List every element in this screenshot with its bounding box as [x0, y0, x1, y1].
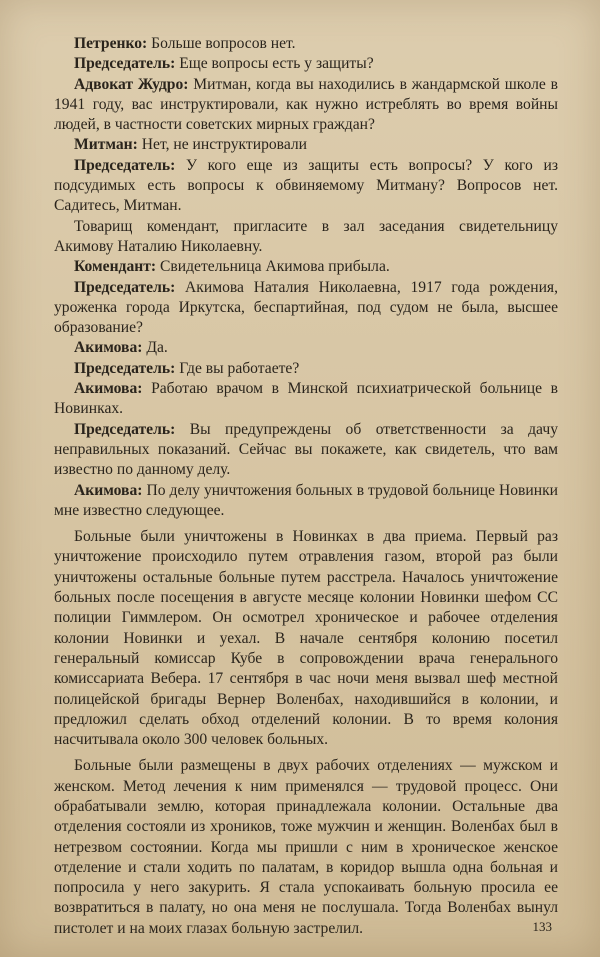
dialogue-line	[54, 54, 558, 74]
speaker-name: Петренко:	[74, 35, 148, 52]
dialogue-line	[54, 135, 558, 155]
line-text: Работаю врачом в Минской психиатрической больнице в Новинках.	[54, 380, 558, 418]
line-text: Акимова Наталия Николаевна, 1917 года рождения, уроженка города Иркутска, беспартийная, под судом не была, высшее образование?	[54, 278, 558, 337]
line-text: Свидетельница Акимова прибыла.	[156, 258, 390, 276]
dialogue-line	[54, 338, 558, 358]
dialogue-line	[54, 75, 558, 136]
speaker-name: Председатель:	[74, 156, 176, 174]
dialogue-line	[54, 278, 558, 339]
dialogue-line	[54, 359, 558, 379]
line-text: Митман, когда вы находились в жандармской школе в 1941 году, вас инструктировали, как нужно истреблять во время войны людей, в частности советских мирных граждан?	[54, 75, 558, 134]
dialogue-line	[54, 481, 558, 522]
line-text: У кого еще из защиты есть вопросы? У кого из подсудимых есть вопросы к обвиняемому Митману? Вопросов нет. Садитесь, Митман.	[54, 156, 558, 215]
testimony-paragraph: Больные были размещены в двух рабочих отделениях — мужском и женском. Метод лечения к ним применялся — трудовой процесс. Они обрабатывали землю, которая принадлежала колонии. Остальные два отделения состояли из хроников, тоже мужчин и женщин. Воленбах был в нетрезвом состоянии. Когда мы пришли с ним в хроническое женское отделение и стали ходить по палатам, в коридор вышла одна больная и попросила у него закурить. Я стала успокаивать больную просила ее возвратиться в палату, но она меня не послушала. Тогда Воленбах вынул пистолет и на моих глазах больную застрелил.	[54, 757, 558, 937]
page-number: 133	[532, 919, 552, 934]
dialogue-line	[54, 217, 558, 258]
line-text: Да.	[142, 339, 168, 357]
speaker-name: Митман:	[74, 136, 138, 154]
speaker-name: Акимова:	[74, 380, 143, 398]
speaker-name: Председатель:	[74, 55, 176, 73]
line-text: Где вы работаете?	[175, 359, 300, 377]
line-text: Нет, не инструктировали	[137, 136, 308, 154]
dialogue-line	[54, 156, 558, 217]
dialogue-line	[54, 257, 558, 277]
speaker-name: Председатель:	[74, 359, 176, 377]
speaker-name: Комендант:	[74, 258, 157, 276]
dialogue-line	[54, 379, 558, 420]
dialogue-line	[54, 34, 558, 54]
speaker-name: Председатель:	[74, 278, 176, 296]
dialogue-line	[54, 420, 558, 481]
testimony-paragraph: Больные были уничтожены в Новинках в два приема. Первый раз уничтожение происходило путем отравления газом, второй раз были уничтожены остальные больные путем расстрела. Началось уничтожение больных после посещения в августе месяце колонии Новинки шефом СС полиции Гиммлером. Он осмотрел хроническое и рабочее отделения колонии Новинки и уехал. В начале сентября колонию посетил генеральный комиссар Кубе в сопровождении врача генерального комиссариата Вебера. 17 сентября в час ночи меня вызвал шеф местной полицейской бригады Вернер Воленбах, находившийся в колонии, и предложил сделать обход отделений колонии. В то время колония насчитывала около 300 человек больных.	[54, 528, 558, 749]
speaker-name: Акимова:	[74, 481, 143, 499]
line-text: Вы предупреждены об ответственности за дачу неправильных показаний. Сейчас вы покажете, как свидетель, что вам известно по данному делу.	[54, 420, 558, 479]
speaker-name: Председатель:	[74, 420, 176, 438]
speaker-name: Акимова:	[74, 339, 143, 357]
speaker-name: Адвокат Жудро:	[74, 75, 189, 93]
line-text: Еще вопросы есть у защиты?	[175, 55, 374, 73]
line-text: Больше вопросов нет.	[147, 35, 296, 52]
line-text: По делу уничтожения больных в трудовой больнице Новинки мне известно следующее.	[54, 481, 558, 519]
transcript	[54, 34, 558, 939]
line-text: Товарищ комендант, пригласите в зал заседания свидетельницу Акимову Наталию Николаевну.	[54, 217, 558, 255]
